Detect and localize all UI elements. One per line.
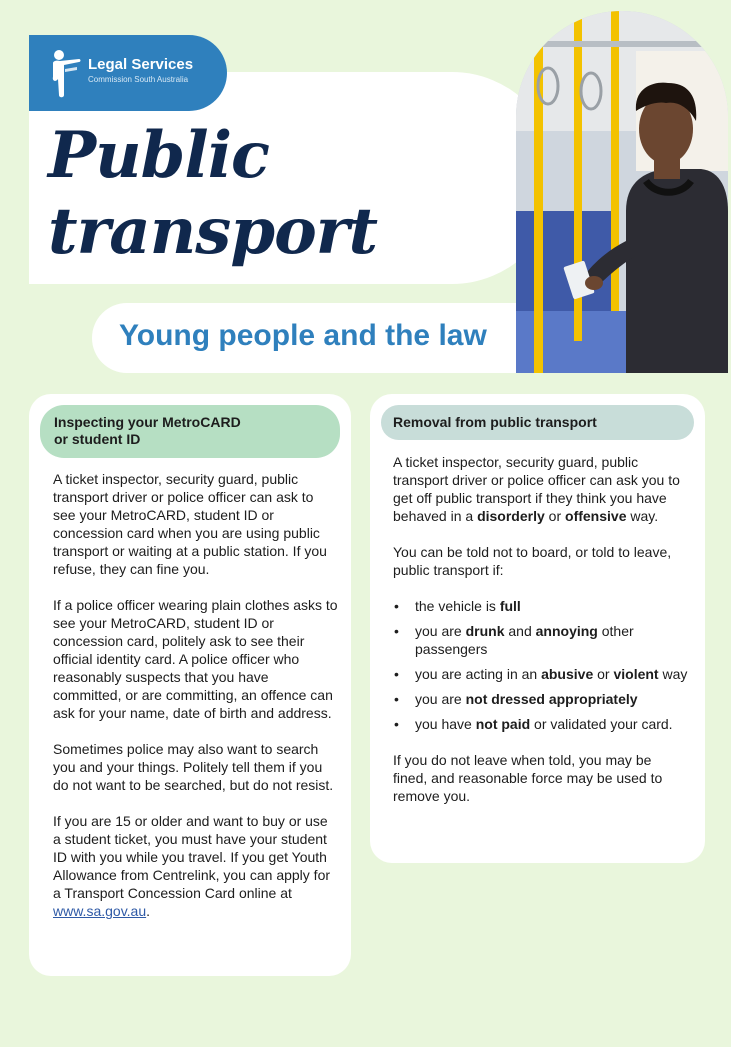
removal-reasons-list xyxy=(393,597,689,733)
removal-paragraph-2: You can be told not to board, or told to leave, public transport if: xyxy=(393,544,672,578)
sa-gov-link[interactable]: www.sa.gov.au xyxy=(53,903,147,919)
paragraph-end: . xyxy=(146,903,151,919)
list-item xyxy=(393,715,689,733)
item-text: you are xyxy=(415,623,466,639)
logo-name: Legal Services xyxy=(88,56,194,73)
logo-subtitle: Commission South Australia xyxy=(88,75,189,84)
paragraph-text: or xyxy=(544,508,566,524)
person-holding-ticket-on-bus-image xyxy=(516,11,728,373)
paragraph-text: If you are 15 or older and want to buy or use a student ticket, you must have your student ID with you while you travel. If you get Youth Allowance from Centrelink, you can apply for a Transport Concession Card online at xyxy=(53,813,331,901)
inspection-paragraph-1: A ticket inspector, security guard, public transport driver or police officer can ask to see your MetroCARD, student ID or concession card when you are using public transport or waiting at a public station. If you refuse, they can fine you. xyxy=(53,471,327,577)
item-text: you are acting in an xyxy=(415,666,542,682)
item-bold: full xyxy=(499,598,521,614)
item-text: and xyxy=(504,623,536,639)
paragraph-text: A ticket inspector, security guard, public transport driver or police officer can ask you to get off public transport if they think you have behaved in a xyxy=(393,454,680,524)
removal-card xyxy=(370,394,705,863)
item-bold: not dressed appropriately xyxy=(465,691,638,707)
list-item xyxy=(393,597,689,615)
item-text: you have xyxy=(415,716,476,732)
title-line-1: Public xyxy=(48,118,269,193)
paragraph-text: way. xyxy=(626,508,659,524)
inspection-heading: Inspecting your MetroCARD or student ID xyxy=(40,405,340,458)
inspection-paragraph-4 xyxy=(53,812,338,920)
page-subtitle: Young people and the law xyxy=(119,319,487,352)
removal-body xyxy=(393,453,689,823)
item-bold: abusive xyxy=(541,666,594,682)
list-item xyxy=(393,690,689,708)
hero-photo xyxy=(516,11,728,373)
item-bold: annoying xyxy=(535,623,598,639)
item-bold: not paid xyxy=(475,716,531,732)
item-text: or xyxy=(593,666,614,682)
logo xyxy=(29,35,227,111)
list-item xyxy=(393,665,689,683)
item-text: you are xyxy=(415,691,466,707)
inspection-paragraph-2: If a police officer wearing plain clothes asks to see your MetroCARD, student ID or concession card, politely ask to see their official identity card. A police officer who reasonably suspects that you have committed, or are committing, an offence can ask for your name, date of birth and address. xyxy=(53,597,338,721)
title-line-2: transport xyxy=(48,194,378,269)
inspection-card xyxy=(29,394,351,976)
bold-offensive: offensive xyxy=(565,508,627,524)
inspection-body xyxy=(53,470,338,938)
item-text: or validated your card. xyxy=(530,716,673,732)
item-text: way xyxy=(658,666,688,682)
item-text: the vehicle is xyxy=(415,598,500,614)
inspection-paragraph-3: Sometimes police may also want to search you and your things. Politely tell them if you do not want to be searched, but do not resist. xyxy=(53,741,334,793)
removal-paragraph-1 xyxy=(393,453,689,525)
item-bold: drunk xyxy=(465,623,505,639)
bold-disorderly: disorderly xyxy=(477,508,545,524)
removal-paragraph-3: If you do not leave when told, you may be fined, and reasonable force may be used to remove you. xyxy=(393,752,663,804)
item-text: other passengers xyxy=(415,623,634,657)
item-bold: violent xyxy=(613,666,659,682)
page-title xyxy=(48,118,377,270)
removal-heading: Removal from public transport xyxy=(381,405,694,440)
legal-services-logo-icon xyxy=(49,49,85,99)
list-item xyxy=(393,622,689,658)
